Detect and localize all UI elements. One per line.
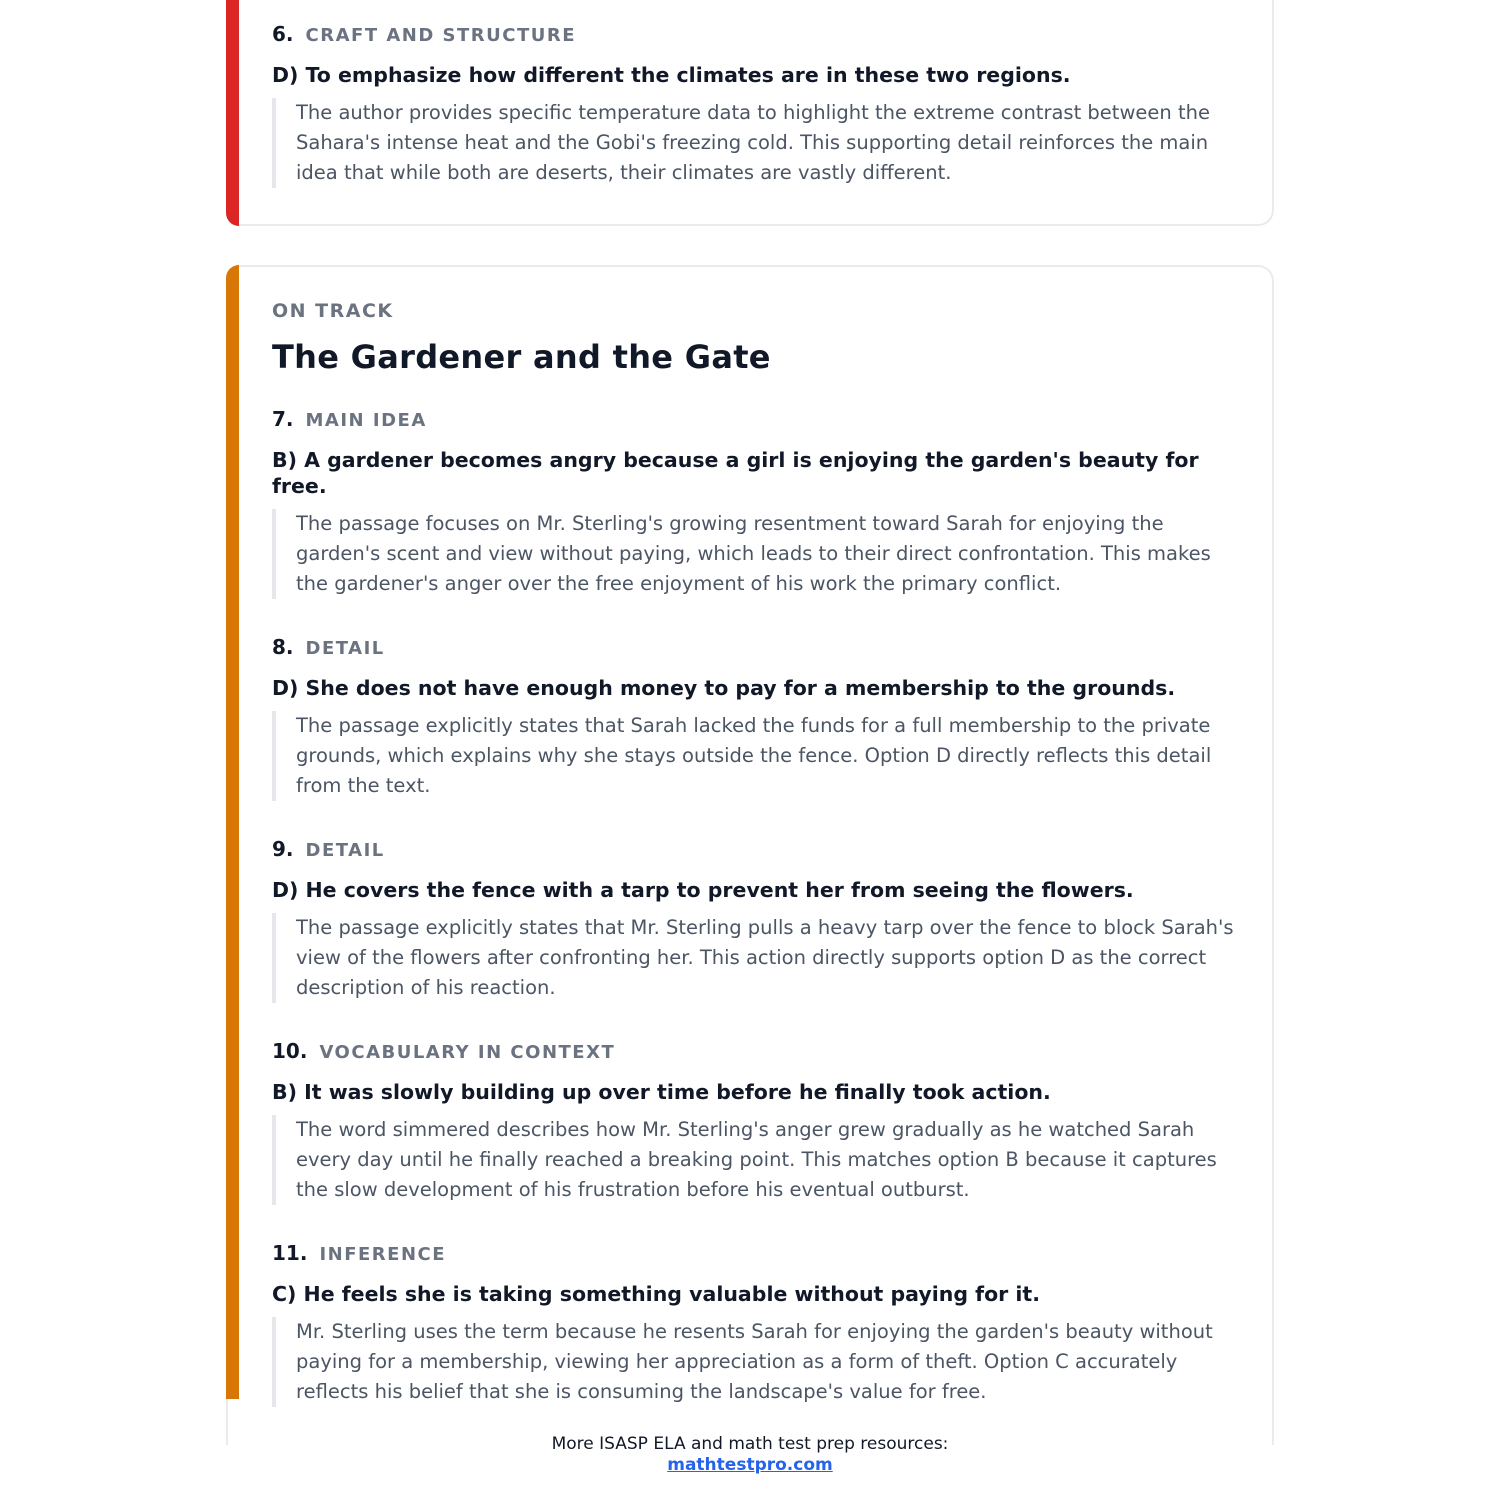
question-header [272,1039,1246,1065]
footer-link[interactable]: mathtestpro.com [667,1455,833,1475]
question-category: DETAIL [305,638,385,659]
question-header [272,837,1246,863]
question-6 [272,22,1246,188]
question-9 [272,837,1246,1003]
question-11 [272,1241,1246,1407]
question-header [272,635,1246,661]
question-number: 9. [272,837,294,861]
footer [0,1434,1500,1476]
question-number: 11. [272,1241,308,1265]
question-category: VOCABULARY IN CONTEXT [319,1042,616,1063]
question-header [272,1241,1246,1267]
question-explanation: The word simmered describes how Mr. Sterling's anger grew gradually as he watched Sarah every day until he finally reached a breaking point. This matches option B because it captures the slow development of his frustration before his eventual outburst. [272,1115,1246,1205]
question-answer: D) To emphasize how different the climates are in these two regions. [272,63,1071,87]
question-header [272,407,1246,433]
question-answer: B) It was slowly building up over time before he finally took action. [272,1080,1051,1104]
results-card-section [226,265,1274,1445]
accent-bar-red [226,0,239,226]
question-category: CRAFT AND STRUCTURE [305,25,577,46]
question-answer: B) A gardener becomes angry because a girl is enjoying the garden's beauty for free. [272,448,1199,498]
question-answer: D) He covers the fence with a tarp to prevent her from seeing the flowers. [272,878,1134,902]
question-header [272,22,1246,48]
question-number: 7. [272,407,294,431]
question-explanation: The passage explicitly states that Sarah lacked the funds for a full membership to the private grounds, which explains why she stays outside the fence. Option D directly reflects this detail from the text. [272,711,1246,801]
section-status: ON TRACK [272,300,394,322]
question-explanation: Mr. Sterling uses the term because he resents Sarah for enjoying the garden's beauty without paying for a membership, viewing her appreciation as a form of theft. Option C accurately reflects his belief that she is consuming the landscape's value for free. [272,1317,1246,1407]
question-answer: D) She does not have enough money to pay for a membership to the grounds. [272,676,1176,700]
question-category: DETAIL [305,840,385,861]
question-number: 8. [272,635,294,659]
question-category: MAIN IDEA [305,410,427,431]
results-card-previous [226,0,1274,226]
question-category: INFERENCE [319,1244,447,1265]
footer-text: More ISASP ELA and math test prep resources: [551,1434,949,1454]
question-explanation: The passage focuses on Mr. Sterling's growing resentment toward Sarah for enjoying the garden's scent and view without paying, which leads to their direct confrontation. This makes the gardener's anger over the free enjoyment of his work the primary conflict. [272,509,1246,599]
section-title: The Gardener and the Gate [272,338,771,376]
accent-bar-orange [226,265,239,1399]
question-8 [272,635,1246,801]
question-number: 6. [272,22,294,46]
question-answer: C) He feels she is taking something valuable without paying for it. [272,1282,1041,1306]
question-explanation: The author provides specific temperature data to highlight the extreme contrast between the Sahara's intense heat and the Gobi's freezing cold. This supporting detail reinforces the main idea that while both are deserts, their climates are vastly different. [272,98,1246,188]
question-number: 10. [272,1039,308,1063]
question-10 [272,1039,1246,1205]
question-7 [272,407,1246,599]
question-explanation: The passage explicitly states that Mr. Sterling pulls a heavy tarp over the fence to block Sarah's view of the flowers after confronting her. This action directly supports option D as the correct description of his reaction. [272,913,1246,1003]
